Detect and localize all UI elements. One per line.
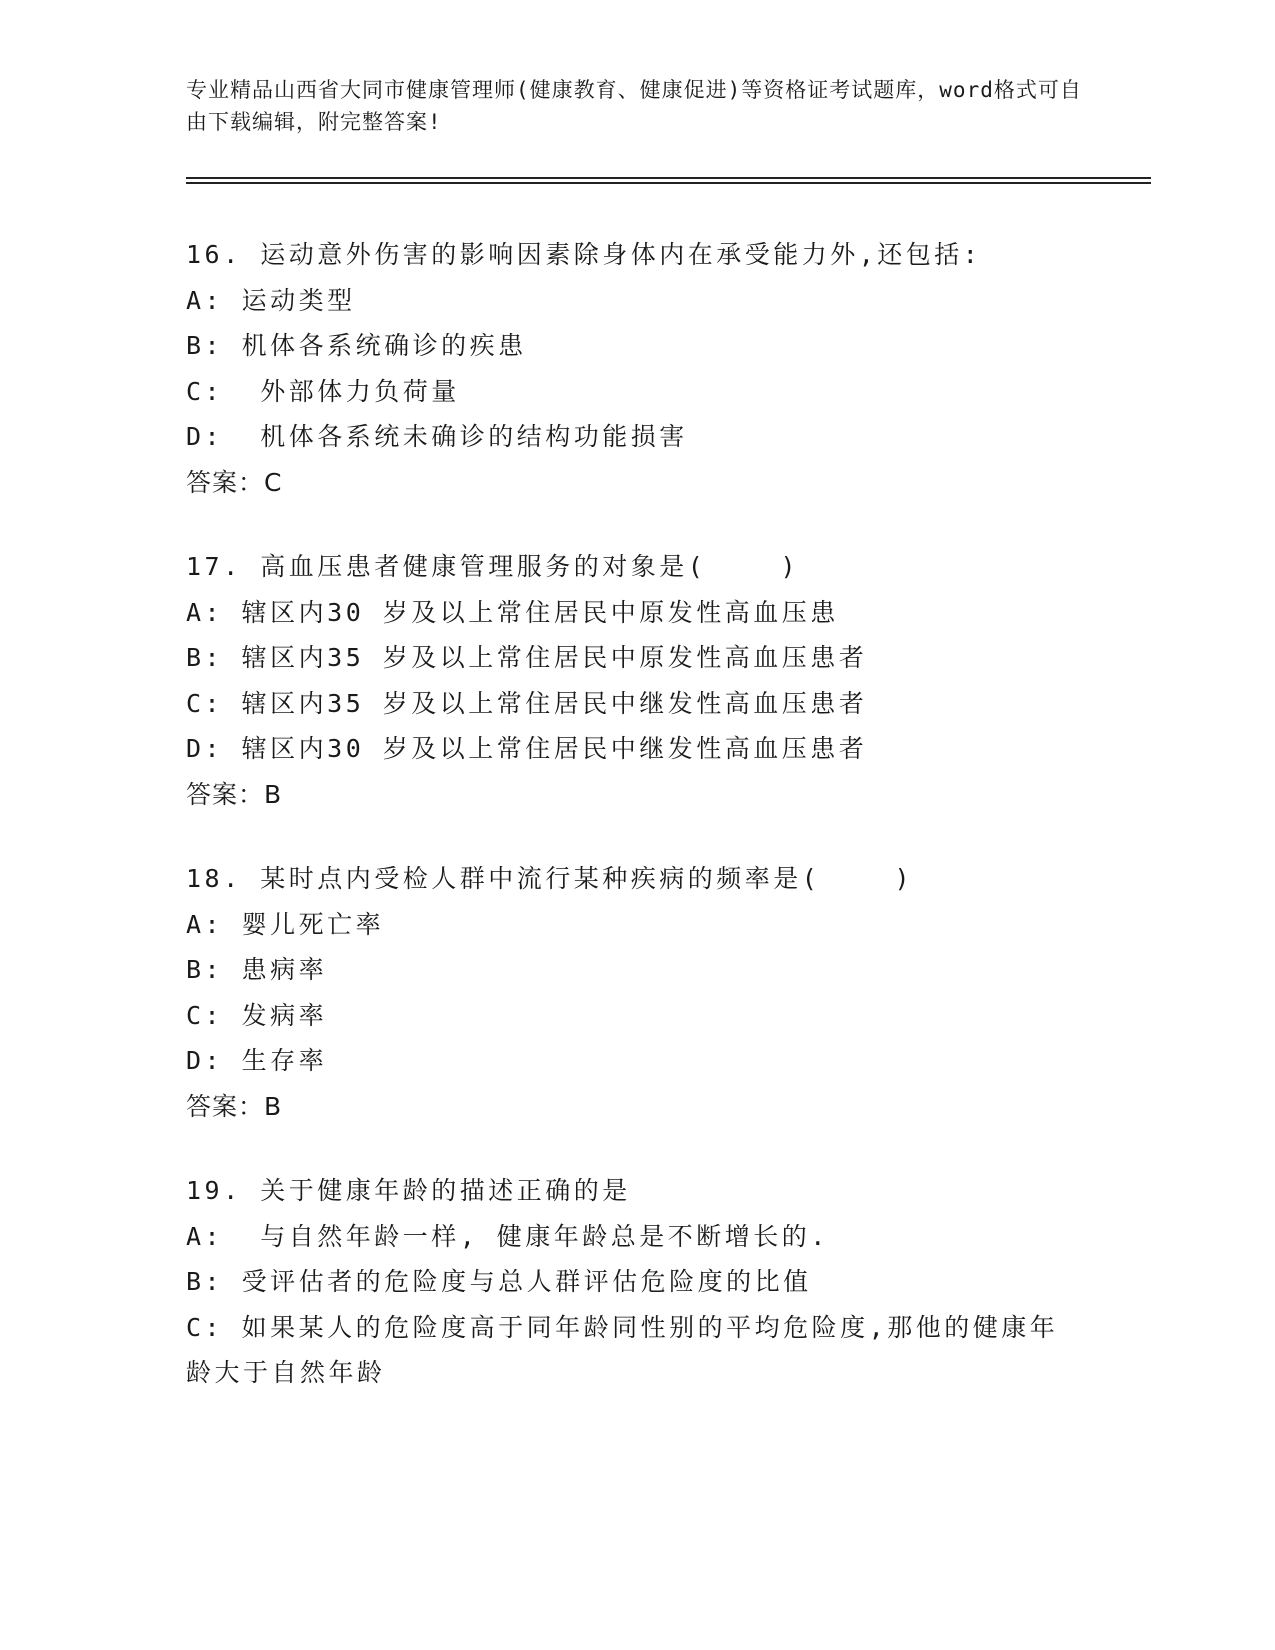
question-17 [186,544,1086,817]
option-c: C: 如果某人的危险度高于同年龄同性别的平均危险度,那他的健康年龄大于自然年龄 [186,1312,1059,1387]
question-stem: 18. 某时点内受检人群中流行某种疾病的频率是( ) [186,864,914,893]
option-b: B: 机体各系统确诊的疾患 [186,331,527,360]
option-b: B: 受评估者的危险度与总人群评估危险度的比值 [186,1267,812,1296]
question-16 [186,232,1086,505]
option-c: C: 辖区内35 岁及以上常住居民中继发性高血压患者 [186,688,868,718]
question-stem: 17. 高血压患者健康管理服务的对象是( ) [186,552,800,581]
option-a: A: 与自然年龄一样, 健康年龄总是不断增长的. [186,1221,829,1251]
question-18 [186,856,1086,1129]
option-b: B: 患病率 [186,955,328,984]
option-a: A: 辖区内30 岁及以上常住居民中原发性高血压患 [186,597,839,627]
answer-label: 答案：C [186,467,283,497]
header-divider-top [186,177,1151,179]
answer-label: 答案：B [186,779,283,809]
question-list [186,232,1086,1435]
option-a: A: 运动类型 [186,285,356,315]
answer-label: 答案：B [186,1091,283,1121]
question-stem: 16. 运动意外伤害的影响因素除身体内在承受能力外,还包括: [186,240,982,269]
option-d: D: 辖区内30 岁及以上常住居民中继发性高血压患者 [186,734,868,763]
question-19 [186,1168,1086,1396]
option-b: B: 辖区内35 岁及以上常住居民中原发性高血压患者 [186,643,868,672]
option-d: D: 生存率 [186,1046,328,1075]
option-a: A: 婴儿死亡率 [186,909,385,939]
option-d: D: 机体各系统未确诊的结构功能损害 [186,422,688,451]
option-c: C: 外部体力负荷量 [186,376,460,406]
question-stem: 19. 关于健康年龄的描述正确的是 [186,1176,631,1205]
document-header: 专业精品山西省大同市健康管理师(健康教育、健康促进)等资格证考试题库，word格式可自由下载编辑，附完整答案! [186,78,1082,134]
header-divider-bottom [186,182,1151,184]
option-c: C: 发病率 [186,1000,328,1030]
